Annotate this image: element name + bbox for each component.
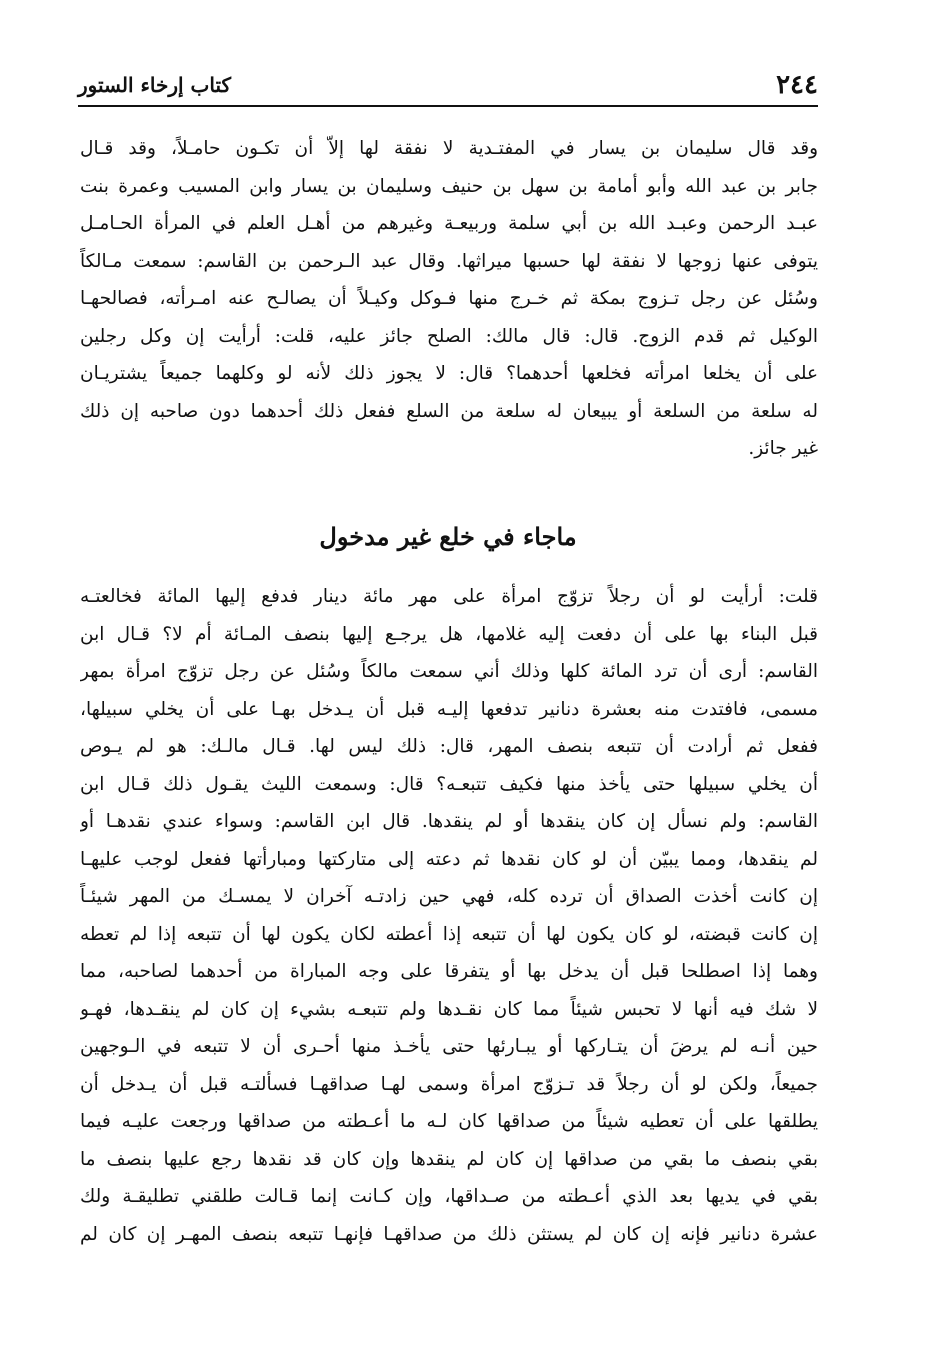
text-line: مسمى، فافتدت منه بعشرة دنانير تدفعها إليـه قبل أن يـدخل بهـا على أن يخلي سبيلها،	[80, 698, 818, 720]
page-number: ٢٤٤	[776, 70, 818, 100]
text-line: يطلقها على أن تعطيه شيئاً من صداقها كان لـه ما أعـطته من صداقها ورجعت عليـه فيما	[80, 1111, 818, 1132]
text-line: وقد قال سليمان بن يسار في المفتـدية لا نفقة لها إلاّ أن تكـون حامـلاً، وقد قـال	[80, 138, 818, 159]
text-line: عشرة دنانير فإنه إن كان لم يستثن ذلك من صداقهـا فإنهـا تتبعه بنصف المهـر إن كان لم	[80, 1223, 818, 1245]
section-heading: ماجاء في خلع غير مدخول	[319, 522, 577, 551]
book-title: كتاب إرخاء الستور	[78, 73, 231, 97]
header-rule	[78, 105, 818, 107]
text-line: عبـد الرحمن وعبـد الله بن أبي سلمة وربيعـة وغيرهم من أهـل العلم في المرأة الحـامـل	[80, 213, 818, 234]
text-line: أن يخلي سبيلها حتى يأخذ منها فكيف تتبعـه؟ قال: وسمعت الليث يقـول ذلك قـال ابن	[80, 773, 818, 795]
text-line: إن كانت أخذت الصداق أن ترده كله، فهي حين زادتـه آخران لا يمسـك من المهر شيئـاً	[80, 886, 818, 907]
text-line: بقي في يديها بعد الذي أعـطته من صـداقها، وإن كـانت إنما قـالت طلقني تطليقـة ولك	[80, 1186, 818, 1207]
text-line: قلت: أرأيت لو أن رجلاً تزوّج امرأة على مهر مائة دينار فدفع إليها المائة فخالعتـه	[80, 586, 818, 607]
paragraph-1	[80, 130, 818, 468]
text-line: الوكيل ثم قدم الزوج. قال: قال مالك: الصلح جائز عليه، قلت: أرأيت إن وكل رجلين	[80, 325, 818, 347]
text-line: إن كانت قبضته، لو كان يكون لها أن تتبعه إذا أعطته لكان يكون لها أن تتبعه إذا لم تعطه	[80, 923, 818, 945]
running-header	[78, 66, 818, 100]
text-line: جابر بن عبد الله وأبو أمامة بن سهل بن حنيف وسليمان بن يسار وابن المسيب وعمرة بنت	[80, 175, 818, 197]
text-line: قبل البناء بها على أن دفعت إليه غلامها، هل يرجـع إليها بنصف المـائة أم لا؟ قـال ابن	[80, 623, 818, 645]
text-line: لا شك فيه أنها لا تحبس شيئاً مما كان نقـدها ولم تتبعـه بشيء إن كان لم ينقـدها، فهـو	[80, 998, 818, 1020]
text-line: وسُئل عن رجل تـزوج بمكة ثم خـرج منها فـوكل وكيـلاً أن يصالـح عنه امـرأته، فصالحهـا	[80, 288, 818, 309]
text-line: على أن يخلعا امرأته فخلعها أحدهما؟ قال: لا يجوز ذلك لأنه لو وكلهما جميعاً يشتريـان	[80, 363, 818, 384]
text-line: بقي بنصف ما بقي من صداقها إن كان لم ينقدها وإن كان قد نقدها رجع عليها بنصف ما	[80, 1148, 818, 1170]
text-line: لم ينقدها، ومما يبيّن أن لو كان نقدها ثم دعته إلى متاركتها ومبارأتها ففعل لوجب عليهـا	[80, 848, 818, 870]
paragraph-2	[80, 578, 818, 1253]
text-line: القاسم: أرى أن ترد المائة كلها وذلك أني سمعت مالكاً وسُئل عن رجل تزوّج امرأة بمهر	[80, 661, 818, 682]
text-line: غير جائز.	[748, 438, 818, 459]
text-line: ففعل ثم أرادت أن تتبعه بنصف المهر، قال: ذلك ليس لها. قـال مالـك: هو لم يـوص	[80, 736, 818, 757]
text-line: وهما إذا اصطلحا قبل أن يدخل بها أو يتفرقا على وجه المباراة من أحدهما لصاحبه، مما	[80, 961, 818, 982]
text-line: حين أنـه لم يرضَ أن يتـاركها أو يبـارئها حتى يأخـذ منها أحـرى أن لا تتبعه في الـوجهين	[80, 1036, 818, 1057]
text-line: جميعاً، ولكن لو أن رجلاً قد تـزوّج امرأة وسمى لهـا صداقهـا فسألتـه قبل أن يـدخل أن	[80, 1073, 818, 1095]
text-line: يتوفى عنها زوجها لا نفقة لها حسبها ميراثها. وقال عبد الـرحمن بن القاسم: سمعت مـالكاً	[80, 250, 818, 272]
text-line: له سلعة من السلعة أو يبيعان له سلعة من السلع ففعل ذلك أحدهما دون صاحبه إن ذلك	[80, 400, 818, 422]
text-line: القاسم: ولم نسأل إن كان ينقدها أو لم ينقدها. قال ابن القاسم: وسواء عندي نقدهـا أو	[80, 811, 818, 832]
